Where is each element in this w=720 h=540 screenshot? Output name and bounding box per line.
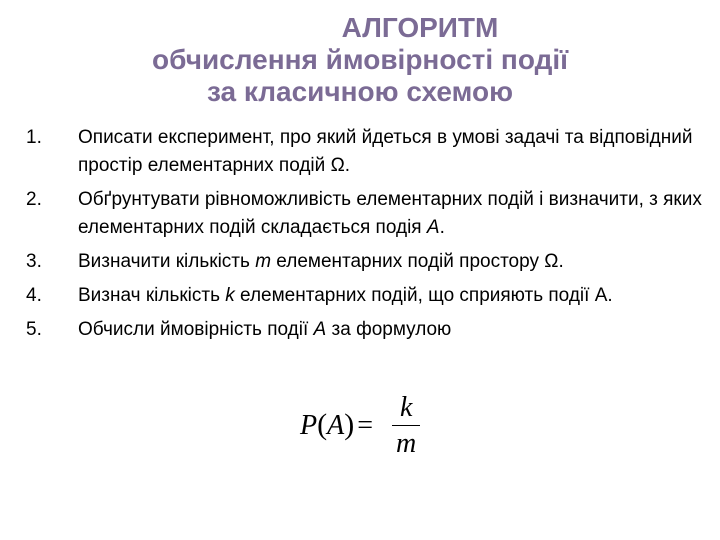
algorithm-steps-list	[26, 124, 706, 350]
step-variable: m	[255, 251, 272, 272]
step-text: Обчисли ймовірність події	[78, 319, 314, 340]
title-line-2: обчислення ймовірності події	[152, 44, 568, 75]
step-text-end: елементарних подій, що сприяють події A.	[234, 285, 613, 306]
title-line-3: за класичною схемою	[206, 76, 513, 107]
formula-left-paren: (	[317, 408, 328, 441]
step-variable: A	[313, 319, 327, 340]
probability-formula	[300, 392, 430, 462]
formula-equals: =	[357, 410, 374, 441]
step-number: 3.	[26, 251, 42, 272]
list-item	[26, 248, 706, 276]
formula-a: A	[327, 410, 345, 441]
fraction-bar	[392, 425, 420, 426]
step-number: 2.	[26, 189, 42, 210]
formula-right-paren: )	[344, 408, 355, 441]
list-item	[26, 186, 706, 242]
formula-p: P	[300, 410, 318, 441]
step-text-end: .	[344, 155, 351, 176]
step-text-end: елементарних подій простору Ω.	[271, 251, 564, 272]
step-text-end: .	[439, 217, 445, 238]
step-variable: Ω	[330, 155, 345, 176]
step-number: 1.	[26, 127, 42, 148]
step-variable: k	[225, 285, 235, 306]
step-text: Визначити кількість	[78, 251, 256, 272]
step-variable: A	[426, 217, 440, 238]
step-number: 5.	[26, 319, 42, 340]
step-number: 4.	[26, 285, 42, 306]
step-text: Описати експеримент, про який йдеться в умові задачі та відповідний простір елементарних подій	[78, 127, 693, 176]
step-text: Визнач кількість	[78, 285, 226, 306]
list-item	[26, 282, 706, 310]
title-line-1: АЛГОРИТМ	[341, 12, 499, 43]
slide-title	[0, 12, 720, 108]
formula-denominator: m	[396, 428, 417, 459]
formula-lhs	[300, 408, 373, 442]
list-item	[26, 316, 706, 344]
list-item	[26, 124, 706, 180]
step-text: Обґрунтувати рівноможливість елементарних подій і визначити, з яких елементарних подій складається подія	[78, 189, 702, 238]
formula-numerator: k	[400, 392, 413, 423]
step-text-end: за формулою	[326, 319, 452, 340]
